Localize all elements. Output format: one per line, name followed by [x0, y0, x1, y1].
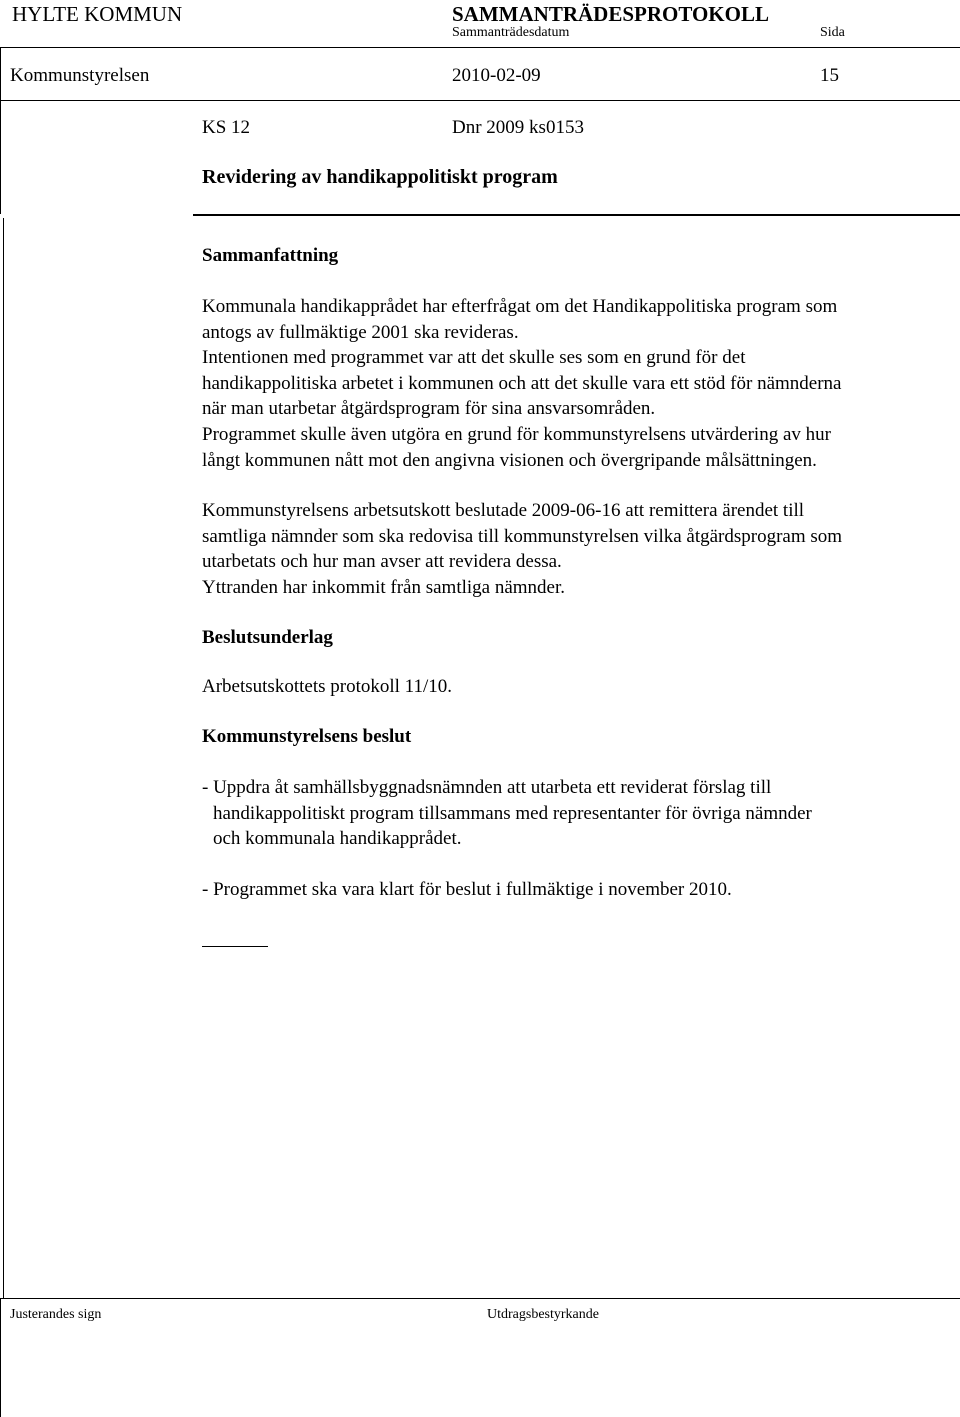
header-top-rule: [0, 47, 960, 48]
summary-line: Kommunstyrelsens arbetsutskott beslutade 2009-06-16 att remittera ärendet till: [202, 500, 805, 521]
summary-line: långt kommunen nått mot den angivna visionen och övergripande målsättningen.: [202, 449, 817, 471]
basis-text: [202, 674, 957, 700]
decision-item-2: [202, 877, 957, 903]
header-bottom-rule: [0, 100, 960, 101]
body-name: Kommunstyrelsen: [10, 65, 150, 86]
page-number: 15: [820, 65, 839, 86]
summary-line: Kommunala handikapprådet har efterfrågat om det Handikappolitiska program som: [202, 296, 838, 317]
summary-line: Programmet skulle även utgöra en grund för kommunstyrelsens utvärdering av hur: [202, 423, 831, 445]
page-caption: Sida: [820, 25, 845, 40]
decision-item-1: [202, 775, 957, 852]
summary-line: Intentionen med programmet var att det skulle ses som en grund för det: [202, 347, 746, 369]
summary-text-2: [202, 498, 957, 600]
basis-line: Arbetsutskottets protokoll 11/10.: [202, 676, 452, 697]
summary-heading: Sammanfattning: [202, 245, 339, 266]
document-type: SAMMANTRÄDESPROTOKOLL: [452, 2, 769, 26]
decision-line: och kommunala handikapprådet.: [213, 828, 462, 850]
left-frame-footer: [0, 1298, 1, 1417]
left-frame-top: [0, 47, 1, 214]
summary-line: utarbetats och hur man avser att revidera dessa.: [202, 551, 562, 573]
paragraph-title: Revidering av handikappolitiskt program: [202, 166, 558, 188]
left-frame-main: [3, 218, 4, 1298]
section-rule: [193, 214, 960, 216]
end-rule: [202, 946, 268, 947]
summary-line: samtliga nämnder som ska redovisa till kommunstyrelsen vilka åtgärdsprogram som: [202, 525, 843, 547]
summary-line: när man utarbetar åtgärdsprogram för sina ansvarsområden.: [202, 398, 656, 420]
summary-text: [202, 294, 957, 473]
summary-line: handikappolitiska arbetet i kommunen och att det skulle vara ett stöd för nämnderna: [202, 372, 842, 394]
summary-line: antogs av fullmäktige 2001 ska revideras.: [202, 321, 519, 343]
decision-line: - Uppdra åt samhällsbyggnadsnämnden att utarbeta ett reviderat förslag till: [202, 777, 772, 798]
footer-rule: [0, 1298, 960, 1299]
org-name: HYLTE KOMMUN: [12, 2, 183, 26]
summary-line: Yttranden har inkommit från samtliga nämnder.: [202, 576, 566, 598]
certification-caption: Utdragsbestyrkande: [487, 1307, 599, 1322]
paragraph-reference: KS 12: [202, 117, 251, 138]
decision-line: - Programmet ska vara klart för beslut i fullmäktige i november 2010.: [202, 879, 732, 900]
meeting-date: 2010-02-09: [452, 65, 541, 86]
basis-heading: Beslutsunderlag: [202, 627, 333, 648]
decision-line: handikappolitiskt program tillsammans med representanter för övriga nämnder: [213, 802, 812, 824]
meeting-date-caption: Sammanträdesdatum: [452, 25, 570, 40]
diary-number: Dnr 2009 ks0153: [452, 117, 584, 138]
signature-caption: Justerandes sign: [10, 1307, 102, 1322]
decision-heading: Kommunstyrelsens beslut: [202, 726, 412, 747]
